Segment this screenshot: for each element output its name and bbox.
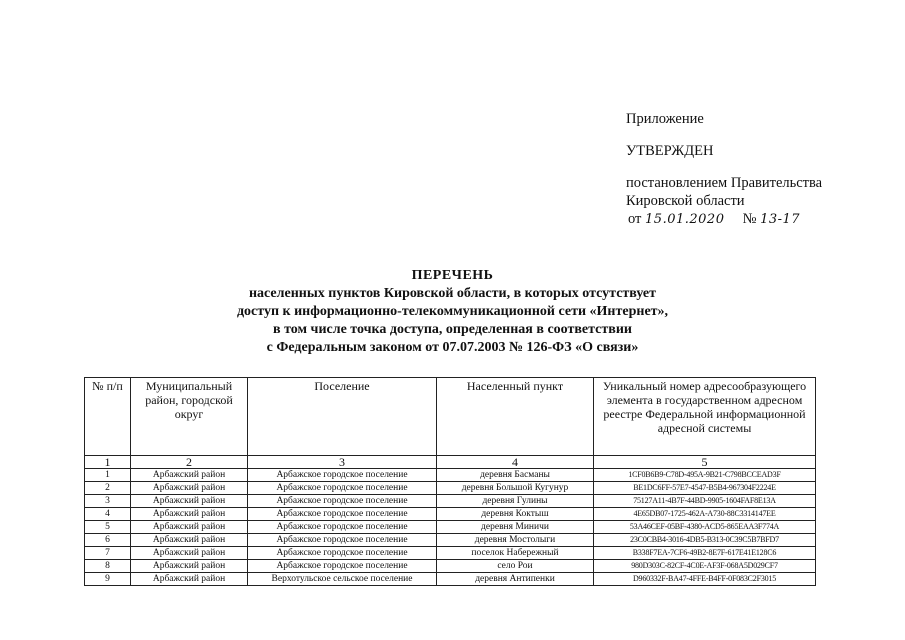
cell-row-number: 7: [85, 547, 131, 560]
cell-district: Арбажский район: [131, 534, 248, 547]
cell-district: Арбажский район: [131, 482, 248, 495]
cell-district: Арбажский район: [131, 469, 248, 482]
cell-unique-id: B338F7EA-7CF6-49B2-8E7F-617E41E128C6: [594, 547, 816, 560]
cell-locality: поселок Набережный: [437, 547, 594, 560]
cell-district: Арбажский район: [131, 521, 248, 534]
settlements-table: [84, 377, 816, 586]
approval-date-number: [626, 210, 822, 229]
cell-unique-id: 75127A11-4B7F-44BD-9905-1604FAF8E13A: [594, 495, 816, 508]
table-row: [85, 482, 816, 495]
cell-unique-id: 23C0CBB4-3016-4DB5-B313-0C39C5B7BFD7: [594, 534, 816, 547]
cell-settlement: Арбажское городское поселение: [248, 495, 437, 508]
cell-settlement: Арбажское городское поселение: [248, 521, 437, 534]
table-row: [85, 560, 816, 573]
cell-row-number: 1: [85, 469, 131, 482]
cell-locality: деревня Миничи: [437, 521, 594, 534]
document-heading: [0, 267, 905, 357]
table-row: [85, 508, 816, 521]
cell-unique-id: 4E65DB07-1725-462A-A730-88C3314147EE: [594, 508, 816, 521]
table-row: [85, 573, 816, 586]
cell-settlement: Верхотульское сельское поселение: [248, 573, 437, 586]
cell-row-number: 4: [85, 508, 131, 521]
heading-line4: с Федеральным законом от 07.07.2003 № 126-ФЗ «О связи»: [266, 340, 639, 355]
header-settlement: Поселение: [248, 378, 437, 456]
cell-locality: деревня Мостолыги: [437, 534, 594, 547]
heading-line1: населенных пунктов Кировской области, в которых отсутствует: [248, 286, 657, 301]
cell-row-number: 8: [85, 560, 131, 573]
approval-block: [626, 110, 822, 229]
column-number: 4: [437, 456, 594, 469]
header-district: Муниципальный район, городской округ: [131, 378, 248, 456]
cell-row-number: 2: [85, 482, 131, 495]
table-row: [85, 495, 816, 508]
cell-settlement: Арбажское городское поселение: [248, 560, 437, 573]
cell-unique-id: 980D303C-82CF-4C0E-AF3F-068A5D029CF7: [594, 560, 816, 573]
handwritten-number: 13-17: [760, 212, 801, 227]
appendix-label: Приложение: [626, 111, 704, 127]
table-row: [85, 469, 816, 482]
document-title: ПЕРЕЧЕНЬ: [411, 268, 494, 283]
cell-row-number: 6: [85, 534, 131, 547]
cell-district: Арбажский район: [131, 495, 248, 508]
cell-district: Арбажский район: [131, 547, 248, 560]
cell-row-number: 9: [85, 573, 131, 586]
cell-row-number: 5: [85, 521, 131, 534]
table-row: [85, 547, 816, 560]
table-row: [85, 534, 816, 547]
column-number: 5: [594, 456, 816, 469]
header-unique-id: Уникальный номер адресообразующего элемента в государственном адресном реестре Федеральной информационной адресной системы: [594, 378, 816, 456]
cell-settlement: Арбажское городское поселение: [248, 469, 437, 482]
cell-unique-id: BE1DC6FF-57E7-4547-B5B4-967304F2224E: [594, 482, 816, 495]
table-row: [85, 521, 816, 534]
approved-by-line2: Кировской области: [626, 193, 745, 209]
cell-locality: деревня Большой Кугунур: [437, 482, 594, 495]
cell-unique-id: D960332F-BA47-4FFE-B4FF-0F083C2F3015: [594, 573, 816, 586]
header-locality: Населенный пункт: [437, 378, 594, 456]
cell-district: Арбажский район: [131, 560, 248, 573]
column-number: 3: [248, 456, 437, 469]
cell-row-number: 3: [85, 495, 131, 508]
approved-by-line1: постановлением Правительства: [626, 175, 823, 191]
cell-settlement: Арбажское городское поселение: [248, 482, 437, 495]
cell-locality: деревня Антипенки: [437, 573, 594, 586]
cell-locality: деревня Гулины: [437, 495, 594, 508]
heading-line2: доступ к информационно-телекоммуникационной сети «Интернет»,: [236, 304, 669, 319]
header-number: № п/п: [85, 378, 131, 456]
cell-district: Арбажский район: [131, 573, 248, 586]
column-number: 1: [85, 456, 131, 469]
heading-line3: в том числе точка доступа, определенная в соответствии: [273, 322, 632, 337]
cell-locality: деревня Коктыш: [437, 508, 594, 521]
cell-locality: деревня Басманы: [437, 469, 594, 482]
cell-settlement: Арбажское городское поселение: [248, 547, 437, 560]
cell-settlement: Арбажское городское поселение: [248, 508, 437, 521]
column-number-row: [85, 456, 816, 469]
cell-unique-id: 1CF0B6B9-C78D-495A-9B21-C798BCCEAD3F: [594, 469, 816, 482]
cell-locality: село Рои: [437, 560, 594, 573]
cell-settlement: Арбажское городское поселение: [248, 534, 437, 547]
date-prefix: от: [628, 211, 642, 227]
number-prefix: №: [742, 211, 757, 227]
column-number: 2: [131, 456, 248, 469]
approved-label: УТВЕРЖДЕН: [626, 143, 714, 159]
cell-unique-id: 53A46CEF-05BF-4380-ACD5-865EAA3F774A: [594, 521, 816, 534]
handwritten-date: 15.01.2020: [645, 212, 725, 227]
cell-district: Арбажский район: [131, 508, 248, 521]
table-header-row: [85, 378, 816, 456]
